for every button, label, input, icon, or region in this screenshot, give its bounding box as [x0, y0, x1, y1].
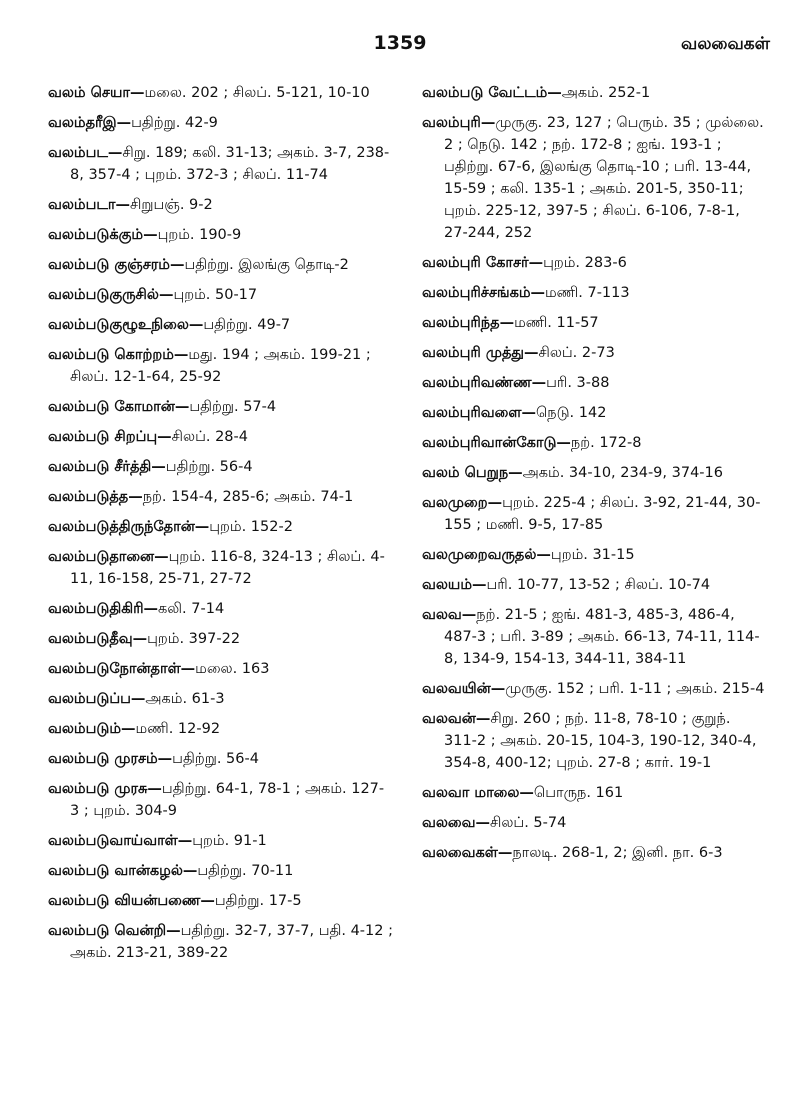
entry-headword: வலம்படுகுருசில்: [48, 287, 159, 303]
entry-headword: வலம்படுவாய்வாள்: [48, 833, 178, 849]
index-entry: [48, 546, 393, 590]
entry-references: சிலப். 2-73: [538, 345, 615, 361]
entry-dash: —: [480, 115, 496, 131]
entry-dash: —: [530, 285, 546, 301]
entry-dash: —: [499, 315, 515, 331]
index-entry: [48, 658, 393, 680]
entry-references: அகம். 34-10, 234-9, 374-16: [522, 465, 723, 481]
entry-references: பதிற்று. 57-4: [189, 399, 277, 415]
entry-references: சிறு. 189; கலி. 31-13; அகம். 3-7, 238-8, 357-4 ; புறம். 372-3 ; சிலப். 11-74: [70, 145, 390, 183]
entry-references: பதிற்று. 42-9: [131, 115, 218, 131]
entry-references: மணி. 12-92: [135, 721, 221, 737]
entry-references: பதிற்று. 17-5: [214, 893, 302, 909]
entry-references: புறம். 91-1: [192, 833, 267, 849]
entry-dash: —: [158, 287, 174, 303]
entry-references: நெடு. 142: [536, 405, 607, 421]
entry-references: மது. 194 ; அகம். 199-21 ; சிலப். 12-1-64, 25-92: [70, 347, 371, 385]
page-number: 1359: [373, 32, 427, 54]
entry-references: சிலப். 5-74: [490, 815, 567, 831]
entry-references: புறம். 283-6: [543, 255, 627, 271]
entry-dash: —: [128, 489, 143, 505]
entry-references: பதிற்று. 70-11: [197, 863, 294, 879]
entry-dash: —: [490, 681, 506, 697]
entry-references: சிறுபஞ். 9-2: [130, 197, 213, 213]
entry-headword: வலமுறைவருதல்: [422, 547, 537, 563]
index-entry: [48, 718, 393, 740]
entry-headword: வலம்புரிவண்ண: [422, 375, 532, 391]
index-entry: [48, 830, 393, 852]
index-entry: [48, 142, 393, 186]
entry-references: நற். 154-4, 285-6; அகம். 74-1: [142, 489, 354, 505]
entry-headword: வலம்படுத்த: [48, 489, 129, 505]
entry-dash: —: [129, 85, 145, 101]
entry-headword: வலம்படு சிறப்பு: [48, 429, 158, 445]
entry-dash: —: [519, 785, 534, 801]
index-entry: [422, 462, 767, 484]
entry-dash: —: [182, 863, 198, 879]
entry-dash: —: [174, 399, 190, 415]
index-entry: [48, 598, 393, 620]
entry-headword: வலம்படுதானை: [48, 549, 155, 565]
entry-references: மலை. 202 ; சிலப். 5-121, 10-10: [144, 85, 370, 101]
index-entry: [48, 112, 393, 134]
entry-dash: —: [130, 691, 146, 707]
entry-references: சிலப். 28-4: [171, 429, 248, 445]
index-entry: [48, 748, 393, 770]
entry-headword: வலமுறை: [422, 495, 488, 511]
index-entry: [48, 396, 393, 418]
entry-references: பதிற்று. 49-7: [203, 317, 291, 333]
entry-headword: வலம் பெறுந: [422, 465, 509, 481]
entry-references: பதிற்று. 32-7, 37-7, பதி. 4-12 ; அகம். 213-21, 389-22: [70, 923, 393, 961]
entry-references: முருகு. 152 ; பரி. 1-11 ; அகம். 215-4: [505, 681, 765, 697]
entry-headword: வலம்படுக்கும்: [48, 227, 144, 243]
entry-headword: வலம்படு வான்கழல்: [48, 863, 183, 879]
index-entry: [422, 708, 767, 774]
entry-references: பரி. 3-88: [546, 375, 610, 391]
index-entry: [422, 282, 767, 304]
entry-headword: வலம்படு முரசு: [48, 781, 148, 797]
entry-references: சிறு. 260 ; நற். 11-8, 78-10 ; குறுந். 311-2 ; அகம். 20-15, 104-3, 190-12, 340-4, 354-8, 400-12; புறம். 27-8 ; கார். 19-1: [444, 711, 757, 771]
entry-headword: வலவயின்: [422, 681, 491, 697]
entry-references: பதிற்று. 56-4: [165, 459, 253, 475]
entry-dash: —: [147, 781, 162, 797]
index-entry: [422, 112, 767, 244]
entry-headword: வலம்படுகுழூஉநிலை: [48, 317, 189, 333]
entry-headword: வலம்பட: [48, 145, 108, 161]
entry-dash: —: [556, 435, 571, 451]
index-entry: [48, 426, 393, 448]
entry-dash: —: [472, 577, 487, 593]
entry-dash: —: [177, 833, 193, 849]
entry-headword: வலம்படு சீர்த்தி: [48, 459, 152, 475]
entry-dash: —: [169, 257, 185, 273]
entry-headword: வலம்புரி: [422, 115, 481, 131]
index-entry: [422, 678, 767, 700]
entry-references: நாலடி. 268-1, 2; இனி. நா. 6-3: [512, 845, 723, 861]
entry-dash: —: [157, 429, 172, 445]
entry-headword: வலம்படு குஞ்சரம்: [48, 257, 170, 273]
entry-headword: வலம்படு கோமான்: [48, 399, 175, 415]
index-entry: [422, 372, 767, 394]
entry-dash: —: [475, 711, 491, 727]
entry-references: கலி. 7-14: [158, 601, 225, 617]
entry-dash: —: [528, 255, 544, 271]
entry-references: பரி. 10-77, 13-52 ; சிலப். 10-74: [486, 577, 711, 593]
entry-references: பதிற்று. 64-1, 78-1 ; அகம். 127-3 ; புறம். 304-9: [70, 781, 385, 819]
entry-headword: வலம் செயா: [48, 85, 130, 101]
index-entry: [48, 314, 393, 336]
index-entry: [422, 782, 767, 804]
index-entry: [422, 252, 767, 274]
index-entry: [48, 224, 393, 246]
entry-headword: வலம்படா: [48, 197, 116, 213]
entry-references: நற். 172-8: [570, 435, 642, 451]
index-entry: [422, 82, 767, 104]
entry-references: புறம். 116-8, 324-13 ; சிலப். 4-11, 16-158, 25-71, 27-72: [70, 549, 385, 587]
entry-headword: வலவை: [422, 815, 476, 831]
entry-dash: —: [166, 923, 181, 939]
index-entry: [48, 344, 393, 388]
entry-dash: —: [461, 607, 477, 623]
entry-references: புறம். 190-9: [157, 227, 242, 243]
entry-headword: வலவைகள்: [422, 845, 498, 861]
entry-dash: —: [536, 547, 551, 563]
running-head: வலவைகள்: [681, 34, 770, 54]
index-entry: [48, 890, 393, 912]
index-entry: [48, 194, 393, 216]
entry-dash: —: [200, 893, 215, 909]
entry-headword: வலம்புரிச்சங்கம்: [422, 285, 531, 301]
entry-headword: வலம்படு வியன்பணை: [48, 893, 201, 909]
entry-dash: —: [547, 85, 562, 101]
index-entry: [48, 628, 393, 650]
index-entry: [48, 82, 393, 104]
entry-references: பதிற்று. இலங்கு தொடி-2: [184, 257, 349, 273]
entry-references: பதிற்று. 56-4: [172, 751, 259, 767]
entry-references: புறம். 397-22: [147, 631, 241, 647]
index-entry: [48, 920, 393, 964]
index-entry: [422, 312, 767, 334]
index-entry: [422, 342, 767, 364]
entry-dash: —: [508, 465, 523, 481]
page-header: [0, 28, 800, 68]
index-entry: [48, 456, 393, 478]
entry-headword: வலம்படும்: [48, 721, 121, 737]
entry-headword: வலம்படுப்ப: [48, 691, 131, 707]
index-entry: [48, 486, 393, 508]
entry-headword: வலம்புரிந்த: [422, 315, 500, 331]
index-entry: [422, 604, 767, 670]
entry-dash: —: [475, 815, 491, 831]
index-entry: [422, 842, 767, 864]
entry-dash: —: [107, 145, 123, 161]
entry-headword: வலம்படுநோன்தாள்: [48, 661, 181, 677]
entry-headword: வலம்புரி முத்து: [422, 345, 524, 361]
entry-headword: வலம்படுதிகிரி: [48, 601, 144, 617]
entry-dash: —: [157, 751, 173, 767]
entry-references: அகம். 61-3: [145, 691, 225, 707]
right-column: [422, 82, 767, 872]
entry-references: புறம். 152-2: [209, 519, 293, 535]
entry-headword: வலயம்: [422, 577, 473, 593]
entry-dash: —: [523, 345, 539, 361]
entry-dash: —: [115, 197, 130, 213]
entry-references: மணி. 7-113: [545, 285, 630, 301]
index-entry: [48, 688, 393, 710]
entry-headword: வலவ: [422, 607, 462, 623]
index-entry: [48, 254, 393, 276]
index-entry: [48, 284, 393, 306]
entry-references: அகம். 252-1: [561, 85, 651, 101]
entry-dash: —: [188, 317, 204, 333]
entry-headword: வலவன்: [422, 711, 476, 727]
entry-dash: —: [521, 405, 536, 421]
index-entry: [48, 778, 393, 822]
index-entry: [422, 812, 767, 834]
index-entry: [422, 402, 767, 424]
entry-dash: —: [120, 721, 136, 737]
entry-references: முருகு. 23, 127 ; பெரும். 35 ; முல்லை. 2 ; நெடு. 142 ; நற். 172-8 ; ஐங். 193-1 ; பதிற்று. 67-6, இலங்கு தொடி-10 ; பரி. 13-44, 15-59 ; கலி. 135-1 ; அகம். 201-5, 350-11; புறம். 225-12, 397-5 ; சிலப். 6-106, 7-8-1, 27-244, 252: [444, 115, 764, 241]
entry-dash: —: [487, 495, 503, 511]
entry-references: பொருந. 161: [533, 785, 624, 801]
entry-headword: வலம்படு கொற்றம்: [48, 347, 174, 363]
entry-dash: —: [173, 347, 189, 363]
entry-dash: —: [143, 601, 159, 617]
entry-headword: வலம்புரிவளை: [422, 405, 522, 421]
entry-references: புறம். 50-17: [173, 287, 258, 303]
index-entry: [422, 432, 767, 454]
entry-dash: —: [116, 115, 132, 131]
entry-references: புறம். 225-4 ; சிலப். 3-92, 21-44, 30-155 ; மணி. 9-5, 17-85: [444, 495, 761, 533]
entry-references: மணி. 11-57: [514, 315, 599, 331]
entry-headword: வலம்படுதீவு: [48, 631, 133, 647]
entry-dash: —: [497, 845, 513, 861]
entry-headword: வலம்படு வேட்டம்: [422, 85, 548, 101]
entry-dash: —: [531, 375, 547, 391]
entry-headword: வலம்தரீஇ: [48, 115, 117, 131]
index-entry: [422, 492, 767, 536]
entry-references: மலை. 163: [195, 661, 270, 677]
entry-references: புறம். 31-15: [550, 547, 635, 563]
entry-headword: வலவா மாலை: [422, 785, 520, 801]
index-entry: [48, 516, 393, 538]
entry-dash: —: [151, 459, 166, 475]
left-column: [48, 82, 393, 972]
index-entry: [422, 544, 767, 566]
index-entry: [48, 860, 393, 882]
entry-dash: —: [154, 549, 169, 565]
entry-headword: வலம்படு முரசம்: [48, 751, 158, 767]
entry-dash: —: [180, 661, 196, 677]
index-entry: [422, 574, 767, 596]
entry-headword: வலம்படு வென்றி: [48, 923, 167, 939]
entry-dash: —: [194, 519, 210, 535]
entry-references: நற். 21-5 ; ஐங். 481-3, 485-3, 486-4, 487-3 ; பரி. 3-89 ; அகம். 66-13, 74-11, 114-8, 134-9, 154-13, 344-11, 384-11: [444, 607, 760, 667]
entry-headword: வலம்புரிவான்கோடு: [422, 435, 557, 451]
entry-dash: —: [143, 227, 158, 243]
entry-dash: —: [132, 631, 148, 647]
entry-headword: வலம்புரி கோசர்: [422, 255, 529, 271]
entry-headword: வலம்படுத்திருந்தோன்: [48, 519, 195, 535]
